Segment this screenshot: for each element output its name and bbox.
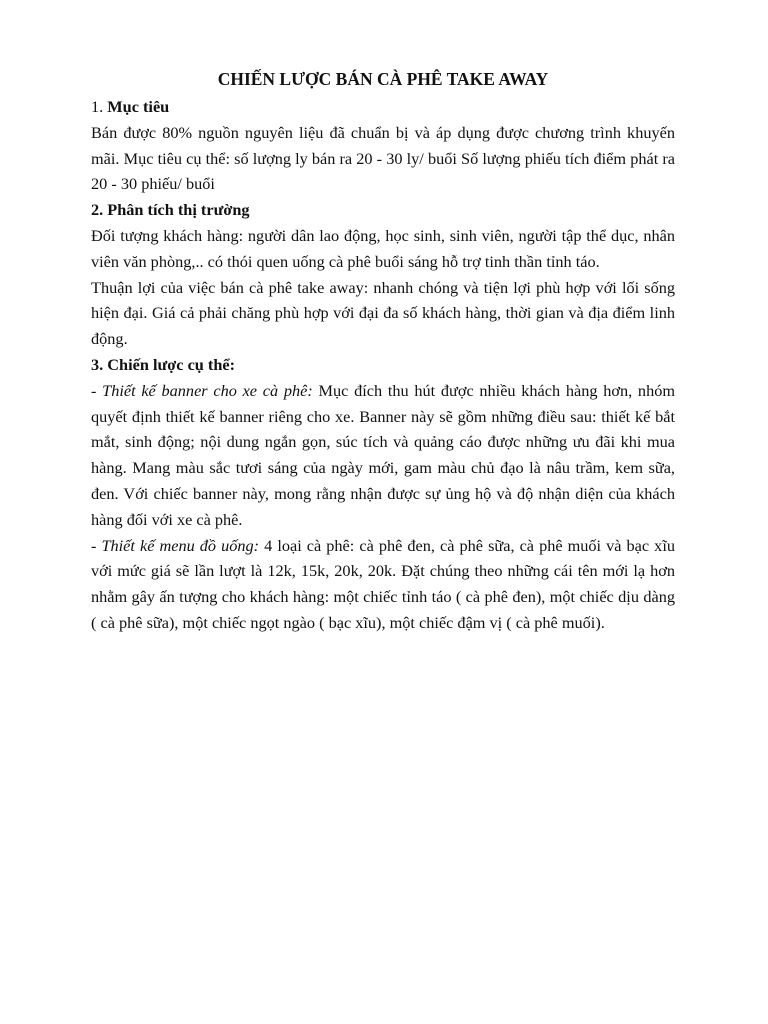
section-3-item-menu [91,533,675,636]
menu-item-label: - Thiết kế menu đồ uống: [91,535,260,555]
section-1-title: Mục tiêu [107,97,170,116]
section-2-paragraph-2: Thuận lợi của việc bán cà phê take away: nhanh chóng và tiện lợi phù hợp với lối sống hiện đại. Giá cả phải chăng phù hợp với đại đa số khách hàng, thời gian và địa điểm linh động. [91,277,675,349]
section-3-item-banner [91,378,675,533]
document-title: CHIẾN LƯỢC BÁN CÀ PHÊ TAKE AWAY [217,69,549,89]
banner-item-text: Mục đích thu hút được nhiều khách hàng hơn, nhóm quyết định thiết kế banner riêng cho xe. Banner này sẽ gồm những điều sau: thiết kế bắt mắt, sinh động; nội dung ngắn gọn, súc tích và quảng cáo được những ưu đãi khi mua hàng. Mang màu sắc tươi sáng của ngày mới, gam màu chủ đạo là nâu trầm, kem sữa, đen. Với chiếc banner này, mong rằng nhận được sự ủng hộ và độ nhận diện của khách hàng đối với xe cà phê. [91,380,676,529]
section-2-heading: 2. Phân tích thị trường [91,200,250,220]
section-1-number: 1. [91,97,104,116]
section-1-heading [91,94,675,120]
section-1-body: Bán được 80% nguồn nguyên liệu đã chuẩn bị và áp dụng được chương trình khuyến mãi. Mục tiêu cụ thể: số lượng ly bán ra 20 - 30 ly/ buổi Số lượng phiếu tích điểm phát ra 20 - 30 phiếu/ buổi [91,122,675,194]
section-3-heading: 3. Chiến lược cụ thể: [91,354,236,374]
banner-item-label: - Thiết kế banner cho xe cà phê: [91,380,313,400]
section-2-paragraph-1: Đối tượng khách hàng: người dân lao động, học sinh, sinh viên, người tập thể dục, nhân viên văn phòng,.. có thói quen uống cà phê buổi sáng hỗ trợ tinh thần tỉnh táo. [91,225,675,271]
menu-item-text: 4 loại cà phê: cà phê đen, cà phê sữa, cà phê muối và bạc xĩu với mức giá sẽ lần lượt là 12k, 15k, 20k, 20k. Đặt chúng theo những cái tên mới lạ hơn nhằm gây ấn tượng cho khách hàng: một chiếc tỉnh táo ( cà phê đen), một chiếc dịu dàng ( cà phê sữa), một chiếc ngọt ngào ( bạc xĩu), một chiếc đậm vị ( cà phê muối). [91,535,675,632]
document-page [91,66,675,636]
